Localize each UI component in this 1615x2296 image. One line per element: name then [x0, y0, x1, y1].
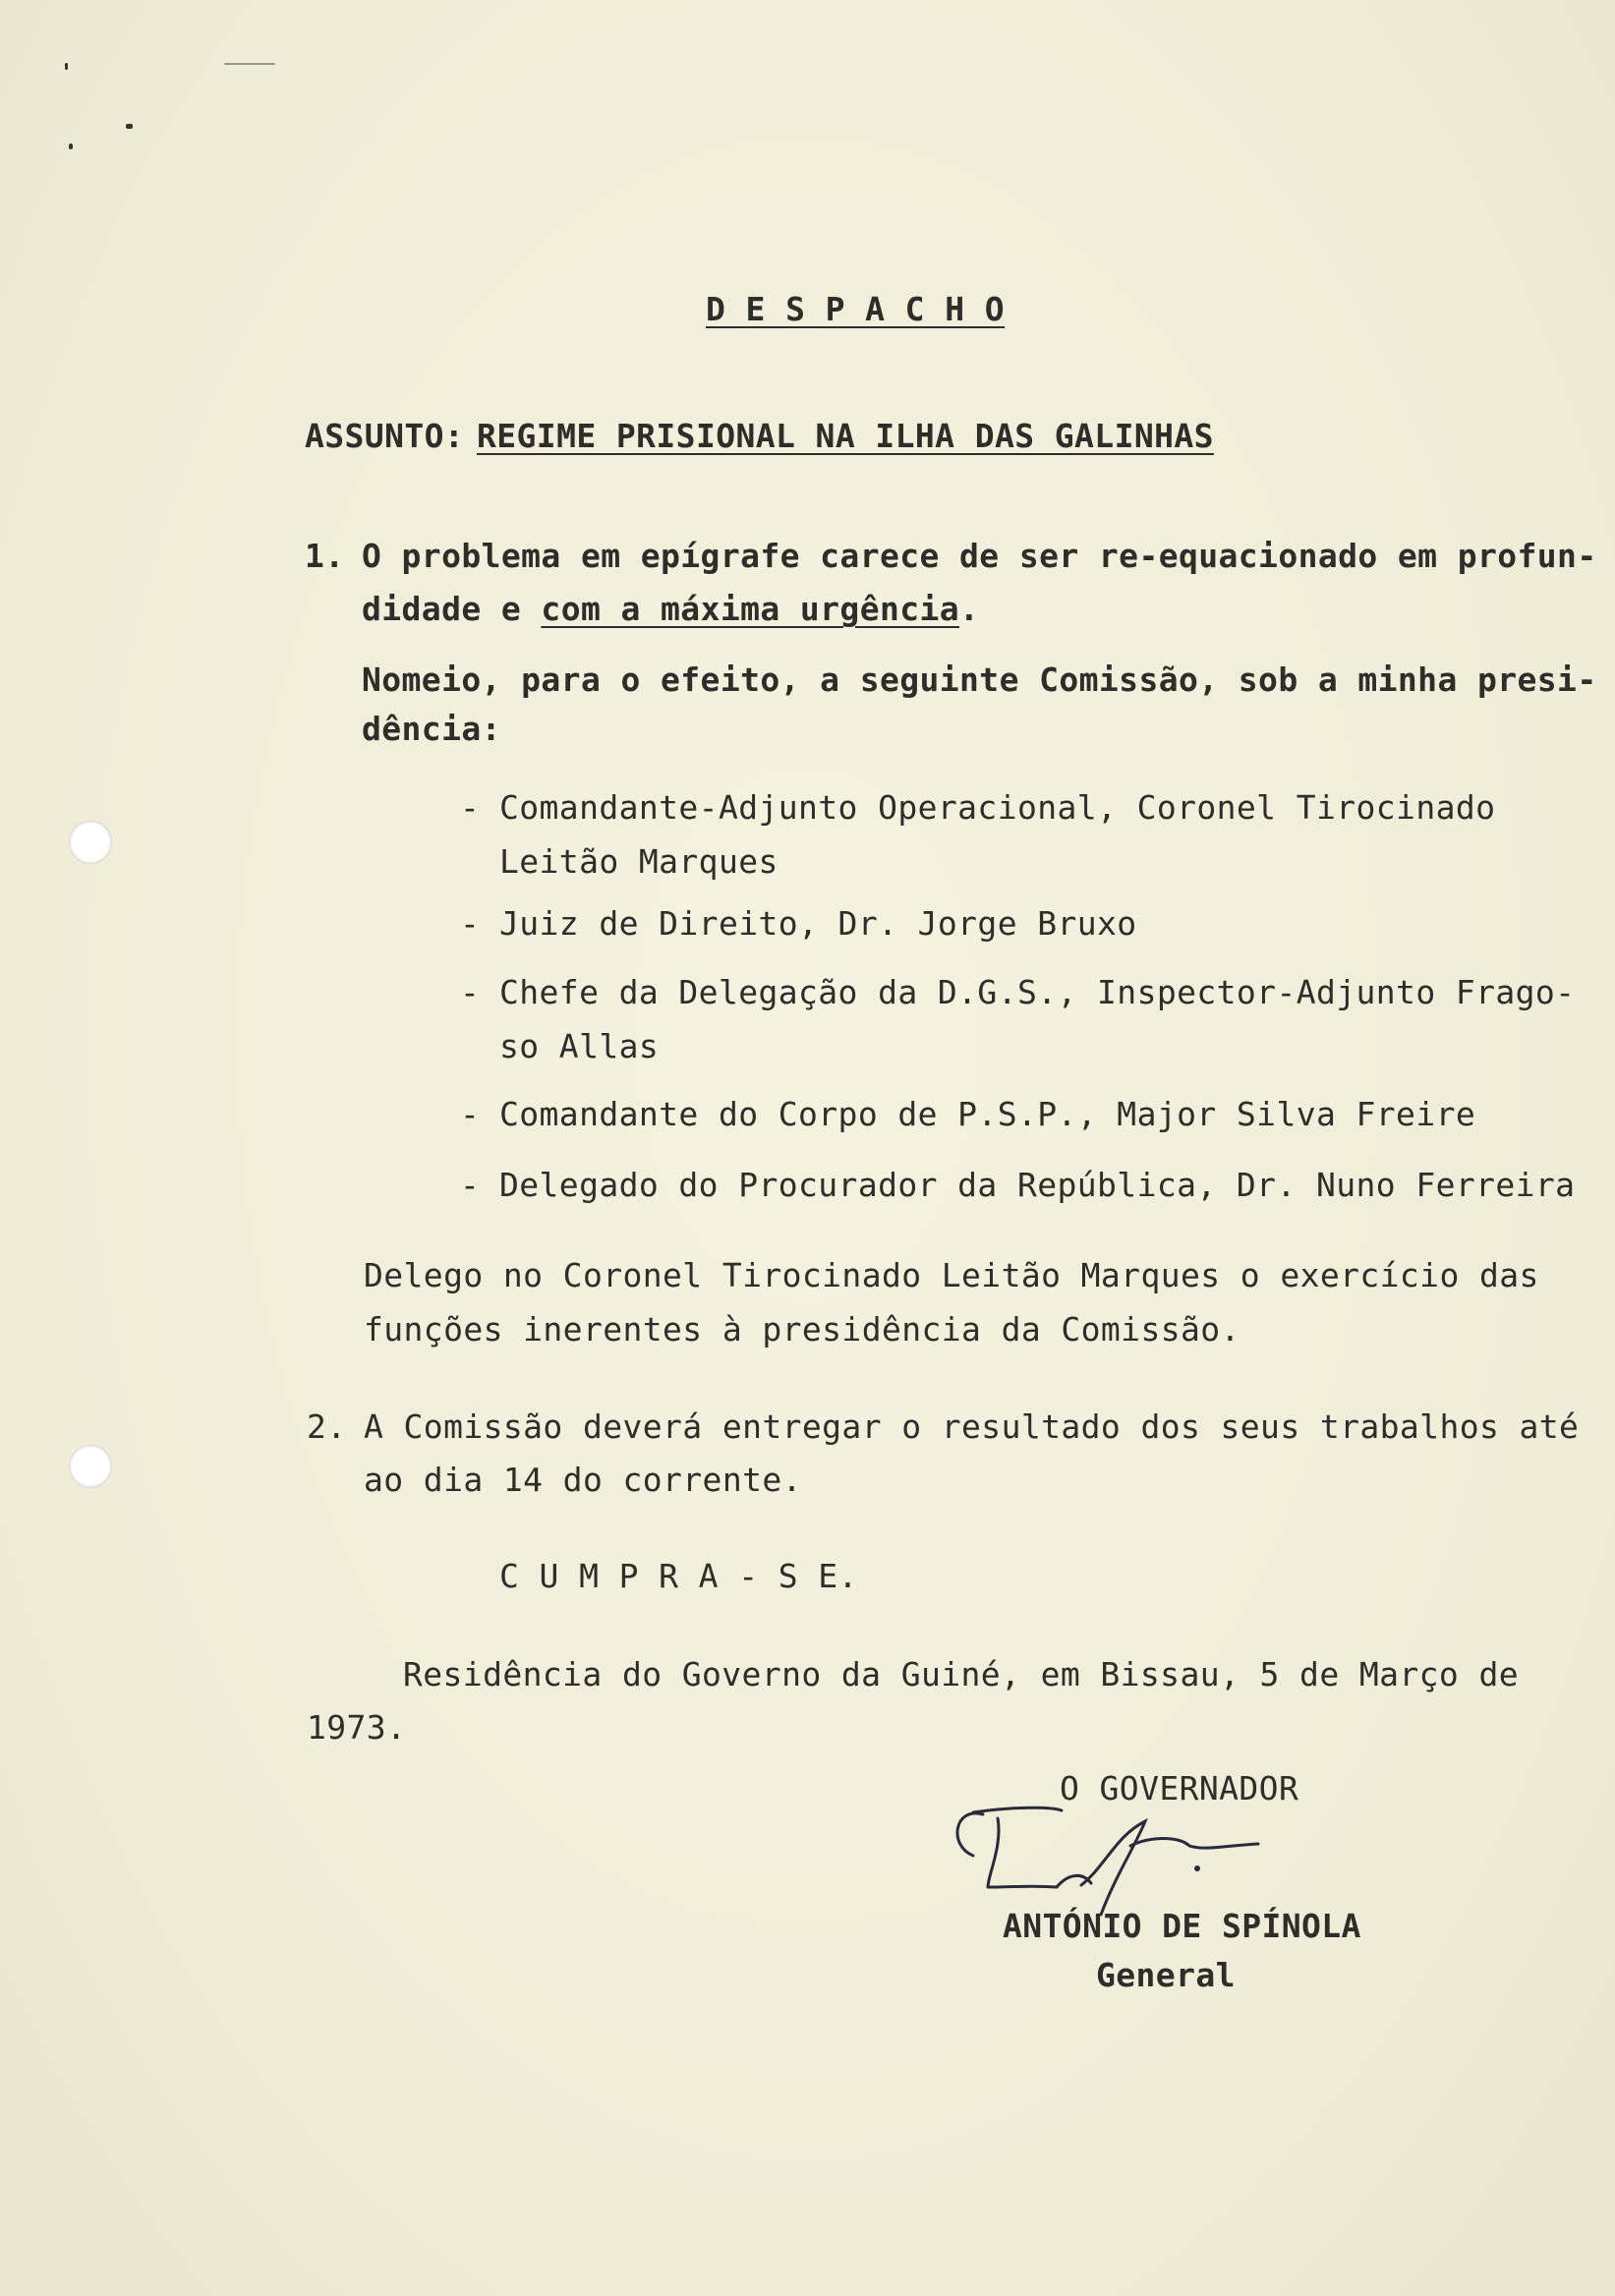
handwritten-signature — [944, 1777, 1298, 1924]
subject-value: REGIME PRISIONAL NA ILHA DAS GALINHAS — [477, 417, 1214, 455]
item2-line2: ao dia 14 do corrente. — [364, 1461, 802, 1499]
member-1-line2: Leitão Marques — [499, 842, 779, 881]
item1-emphasis: com a máxima urgência — [541, 590, 960, 628]
paper-mark — [65, 63, 68, 70]
member-dash: - — [460, 904, 481, 943]
place-date-line1: Residência do Governo da Guiné, em Bissau, 5 de Março de — [403, 1655, 1519, 1693]
member-4-line1: Comandante do Corpo de P.S.P., Major Silva Freire — [499, 1095, 1476, 1133]
item-number-2: 2. — [307, 1407, 347, 1446]
item-number-1: 1. — [305, 537, 345, 575]
item1-line1: O problema em epígrafe carece de ser re-equacionado em profun- — [362, 537, 1597, 575]
member-dash: - — [460, 788, 481, 827]
item1-line2-prefix: didade e — [362, 590, 542, 628]
subject-label: ASSUNTO: — [305, 417, 465, 455]
member-1-line1: Comandante-Adjunto Operacional, Coronel Tirocinado — [499, 788, 1496, 827]
delegation-line1: Delego no Coronel Tirocinado Leitão Marques o exercício das — [364, 1256, 1539, 1294]
member-dash: - — [460, 1166, 481, 1204]
member-5-line1: Delegado do Procurador da República, Dr. Nuno Ferreira — [499, 1166, 1576, 1204]
member-2-line1: Juiz de Direito, Dr. Jorge Bruxo — [499, 904, 1137, 943]
paper-mark — [126, 124, 133, 129]
paper-mark — [69, 144, 73, 149]
signature-role: O GOVERNADOR — [1060, 1769, 1299, 1808]
item2-line1: A Comissão deverá entregar o resultado dos seus trabalhos até — [364, 1407, 1580, 1446]
delegation-line2: funções inerentes à presidência da Comissão. — [364, 1310, 1240, 1349]
paper-mark — [224, 63, 275, 65]
signatory-rank: General — [1096, 1956, 1236, 1994]
punch-hole-bottom — [69, 1445, 112, 1488]
item1-para2-line1: Nomeio, para o efeito, a seguinte Comissão, sob a minha presi- — [362, 660, 1597, 699]
member-dash: - — [460, 973, 481, 1011]
member-3-line1: Chefe da Delegação da D.G.S., Inspector-Adjunto Frago- — [499, 973, 1576, 1011]
item1-para2-line2: dência: — [362, 710, 501, 748]
place-date-line2: 1973. — [307, 1708, 407, 1747]
closing-formula: C U M P R A - S E. — [499, 1557, 858, 1595]
item1-line2 — [362, 590, 979, 628]
signatory-name: ANTÓNIO DE SPÍNOLA — [1003, 1907, 1361, 1945]
document-title: D E S P A C H O — [706, 290, 1006, 328]
item1-line2-suffix: . — [959, 590, 980, 628]
punch-hole-top — [69, 821, 112, 864]
member-3-line2: so Allas — [499, 1027, 660, 1065]
member-dash: - — [460, 1095, 481, 1133]
